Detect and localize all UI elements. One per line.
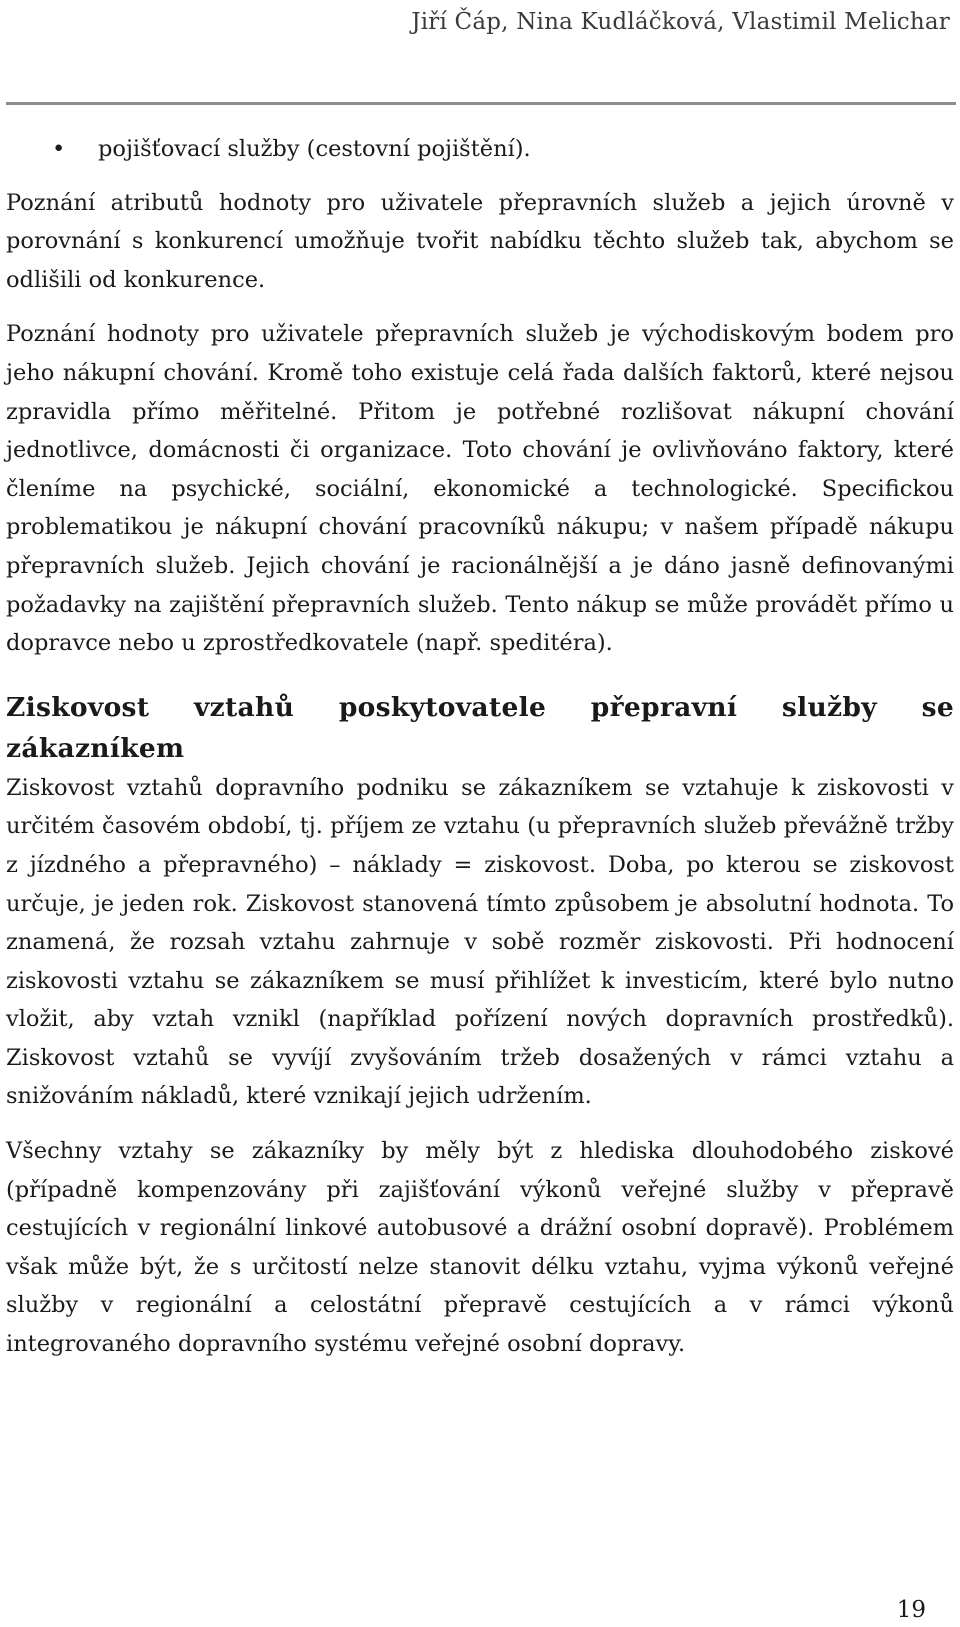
- paragraph: Ziskovost vztahů dopravního podniku se zákazníkem se vztahuje k ziskovosti v určitém časovém období, tj. příjem ze vztahu (u přepravních služeb převážně tržby z jízdného a přepravného) – náklady = ziskovost. Doba, po kterou se ziskovost určuje, je jeden rok. Ziskovost stanovená tímto způsobem je absolutní hodnota. To znamená, že rozsah vztahu zahrnuje v sobě rozměr ziskovosti. Při hodnocení ziskovosti vztahu se zákazníkem se musí přihlížet k investicím, které bylo nutno vložit, aby vztah vznikl (například pořízení nových dopravních prostředků). Ziskovost vztahů se vyvíjí zvyšováním tržeb dosažených v rámci vztahu a snižováním nákladů, které vznikají jejich udržením.: [6, 774, 954, 1110]
- paragraph: Poznání atributů hodnoty pro uživatele přepravních služeb a jejich úrovně v porovnání s konkurencí umožňuje tvořit nabídku těchto služeb tak, abychom se odlišili od konkurence.: [6, 189, 954, 293]
- header-divider: [6, 102, 956, 105]
- section-heading: Ziskovost vztahů poskytovatele přepravní služby se zákazníkem: [6, 691, 954, 764]
- page-number: 19: [896, 1597, 926, 1623]
- bullet-list: [6, 130, 954, 169]
- paragraph: Všechny vztahy se zákazníky by měly být z hlediska dlouhodobého ziskové (případně kompenzovány při zajišťování výkonů veřejné služby v přepravě cestujících v regionální linkové autobusové a drážní osobní dopravě). Problémem však může být, že s určitostí nelze stanovit délku vztahu, vyjma výkonů veřejné služby v regionální a celostátní přepravě cestujících a v rámci výkonů integrovaného dopravního systému veřejné osobní dopravy.: [6, 1138, 954, 1358]
- running-header-authors: Jiří Čáp, Nina Kudláčková, Vlastimil Melichar: [411, 9, 950, 35]
- bullet-icon: •: [52, 136, 66, 162]
- page-body: [6, 130, 954, 1380]
- paragraph: Poznání hodnoty pro uživatele přepravních služeb je východiskovým bodem pro jeho nákupní chování. Kromě toho existuje celá řada dalších faktorů, které nejsou zpravidla přímo měřitelné. Přitom je potřebné rozlišovat nákupní chování jednotlivce, domácnosti či organizace. Toto chování je ovlivňováno faktory, které členíme na psychické, sociální, ekonomické a technologické. Specifickou problematikou je nákupní chování pracovníků nákupu; v našem případě nákupu přepravních služeb. Jejich chování je racionálnější a je dáno jasně definovanými požadavky na zajištění přepravních služeb. Tento nákup se může provádět přímo u dopravce nebo u zprostředkovatele (např. speditéra).: [6, 321, 954, 657]
- list-item: [6, 130, 954, 169]
- list-item-text: pojišťovací služby (cestovní pojištění).: [98, 136, 531, 162]
